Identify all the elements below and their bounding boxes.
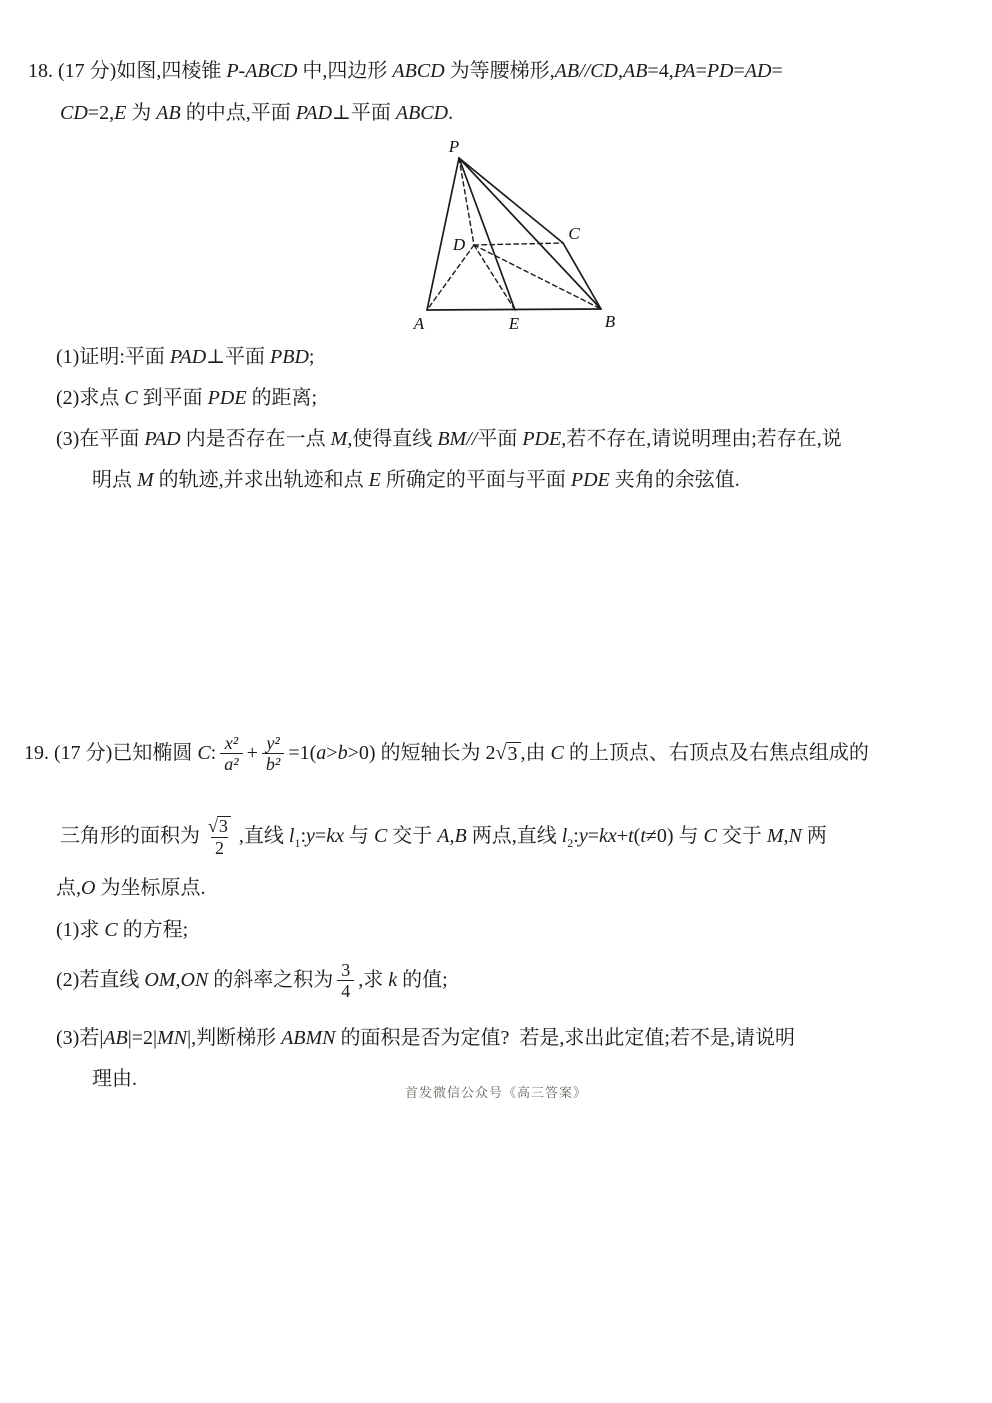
pyramid-figure [398, 140, 658, 350]
problem18-subquestion-3-line2: 明点 M 的轨迹,并求出轨迹和点 E 所确定的平面与平面 PDE 夹角的余弦值. [92, 469, 740, 491]
vertex-label-B: B [604, 312, 616, 331]
footer-watermark: 首发微信公众号《高三答案》 [404, 1085, 587, 1100]
problem18-statement-line2: CD =2, E 为 AB 的中点,平面 PAD ⊥平面 ABCD . [60, 102, 454, 124]
sqrt-radical: √ 3 [496, 742, 521, 765]
problem19-subquestion-3-line1: (3)若| AB |=2| MN |,判断梯形 ABMN 的面积是否为定值? 若是,求出此定值;若不是,请说明 [56, 1027, 795, 1049]
fraction: $\frac{\text{x²}}{\text{a²}}$ [220, 733, 242, 774]
problem18-subquestion-2: (2)求点 C 到平面 PDE 的距离; [56, 387, 318, 409]
problem19-statement-line2: 三角形的面积为 √ 3 2 ,直线 l 1 : y = kx 与 C 交于 A , B 两点,直线 l 2 : y = kx + t ( t ≠0) 与 C 交于 M , N 两 [60, 816, 827, 858]
vertex-label-A: A [413, 314, 425, 333]
edge-DC-hidden [474, 243, 563, 245]
fraction: $\frac{3}{4}$ [337, 960, 354, 1001]
problem18-subquestion-3-line1: (3)在平面 PAD 内是否存在一点 M ,使得直线 BM // 平面 PDE ,若不存在,请说明理由;若存在,说 [56, 428, 842, 450]
problem19-statement-line1: 19. (17 分)已知椭圆 C : $\frac{\text{x²}}{\text{a²}}$ + $\frac{\text{y²}}{\text{b²}}$ =1( a > b >0) 的短轴长为 2 √ 3 ,由 C 的上顶点、右顶点及右焦点组成的 [24, 733, 869, 775]
sqrt-radical: √ 3 [208, 816, 231, 837]
vertex-label-C: C [568, 224, 580, 243]
problem18-subquestion-1: (1)证明:平面 PAD ⊥平面 PBD ; [56, 346, 315, 368]
problem19-subquestion-2: (2)若直线 OM , ON 的斜率之积为 $\frac{3}{4}$ ,求 k 的值; [56, 960, 448, 1002]
problem18-statement-line1: 18. (17 分)如图,四棱锥 P-ABCD 中,四边形 ABCD 为等腰梯形, AB//CD , AB =4, PA = PD = AD = [28, 60, 783, 82]
problem19-statement-line3: 点, O 为坐标原点. [56, 877, 206, 899]
vertex-label-E: E [508, 314, 520, 333]
problem19-subquestion-3-line2: 理由. [92, 1068, 137, 1090]
problem19-subquestion-1: (1)求 C 的方程; [56, 919, 189, 941]
vertex-label-P: P [448, 140, 460, 156]
vertex-label-D: D [452, 235, 466, 254]
fraction: $\frac{\text{y²}}{\text{b²}}$ [262, 733, 284, 774]
edge-PB [459, 158, 601, 309]
fraction: √ 3 2 [204, 815, 235, 858]
